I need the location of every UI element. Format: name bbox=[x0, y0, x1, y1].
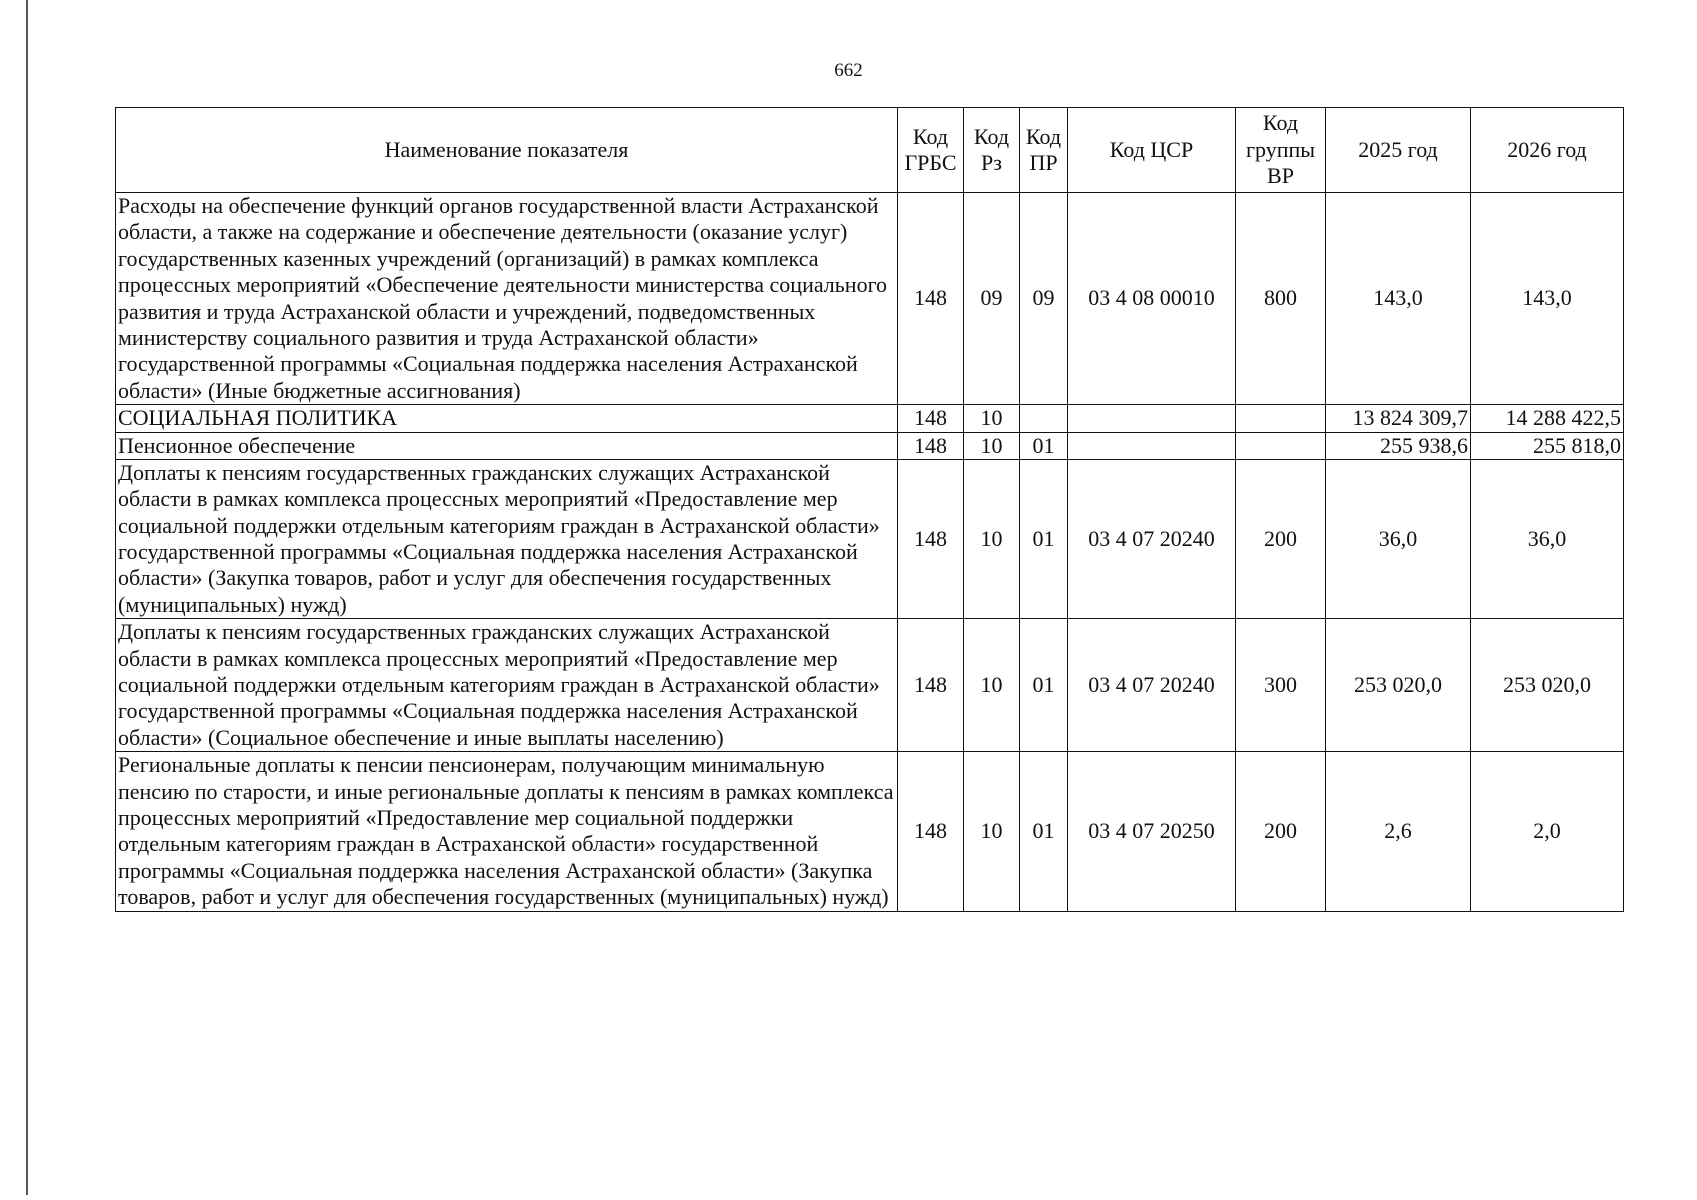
cell-rz: 10 bbox=[964, 405, 1020, 432]
cell-2026: 255 818,0 bbox=[1471, 432, 1624, 459]
cell-name: Доплаты к пенсиям государственных гражданских служащих Астраханской области в рамках комплекса процессных мероприятий «Предоставление мер социальной поддержки отдельным категориям граждан в Астраханской области» государственной программы «Социальная поддержка населения Астраханской области» (Социальное обеспечение и иные выплаты населению) bbox=[116, 619, 898, 752]
cell-pr: 01 bbox=[1020, 432, 1068, 459]
table-row bbox=[116, 193, 1624, 405]
cell-csr: 03 4 07 20240 bbox=[1068, 459, 1236, 618]
cell-name: Региональные доплаты к пенсии пенсионерам, получающим минимальную пенсию по старости, и иные региональные доплаты к пенсиям в рамках комплекса процессных мероприятий «Предоставление мер социальной поддержки отдельным категориям граждан в Астраханской области» государственной программы «Социальная поддержка населения Астраханской области» (Закупка товаров, работ и услуг для обеспечения государственных (муниципальных) нужд) bbox=[116, 752, 898, 911]
cell-2026: 2,0 bbox=[1471, 752, 1624, 911]
cell-csr: 03 4 07 20250 bbox=[1068, 752, 1236, 911]
cell-rz: 10 bbox=[964, 432, 1020, 459]
cell-grbs: 148 bbox=[898, 432, 964, 459]
cell-2025: 13 824 309,7 bbox=[1326, 405, 1471, 432]
col-header-rz: Код Рз bbox=[964, 108, 1020, 193]
cell-2025: 2,6 bbox=[1326, 752, 1471, 911]
page-number: 662 bbox=[834, 60, 863, 81]
cell-2025: 36,0 bbox=[1326, 459, 1471, 618]
cell-vr bbox=[1236, 405, 1326, 432]
cell-pr: 01 bbox=[1020, 619, 1068, 752]
cell-vr: 300 bbox=[1236, 619, 1326, 752]
scan-edge-line bbox=[26, 0, 28, 1195]
table-row bbox=[116, 459, 1624, 618]
cell-grbs: 148 bbox=[898, 405, 964, 432]
cell-2026: 36,0 bbox=[1471, 459, 1624, 618]
cell-grbs: 148 bbox=[898, 752, 964, 911]
cell-grbs: 148 bbox=[898, 459, 964, 618]
cell-vr bbox=[1236, 432, 1326, 459]
cell-2025: 143,0 bbox=[1326, 193, 1471, 405]
col-header-2026: 2026 год bbox=[1471, 108, 1624, 193]
cell-rz: 09 bbox=[964, 193, 1020, 405]
col-header-grbs: Код ГРБС bbox=[898, 108, 964, 193]
cell-rz: 10 bbox=[964, 752, 1020, 911]
cell-name: Расходы на обеспечение функций органов государственной власти Астраханской области, а также на содержание и обеспечение деятельности (оказание услуг) государственных казенных учреждений (организаций) в рамках комплекса процессных мероприятий «Обеспечение деятельности министерства социального развития и труда Астраханской области и учреждений, подведомственных министерству социального развития и труда Астраханской области» государственной программы «Социальная поддержка населения Астраханской области» (Иные бюджетные ассигнования) bbox=[116, 193, 898, 405]
col-header-2025: 2025 год bbox=[1326, 108, 1471, 193]
table-row bbox=[116, 432, 1624, 459]
table-row bbox=[116, 752, 1624, 911]
cell-rz: 10 bbox=[964, 459, 1020, 618]
cell-2026: 14 288 422,5 bbox=[1471, 405, 1624, 432]
header-row bbox=[116, 108, 1624, 193]
col-header-pr: Код ПР bbox=[1020, 108, 1068, 193]
cell-pr: 01 bbox=[1020, 752, 1068, 911]
cell-vr: 200 bbox=[1236, 752, 1326, 911]
budget-table bbox=[115, 107, 1624, 912]
cell-name: Доплаты к пенсиям государственных гражданских служащих Астраханской области в рамках комплекса процессных мероприятий «Предоставление мер социальной поддержки отдельным категориям граждан в Астраханской области» государственной программы «Социальная поддержка населения Астраханской области» (Закупка товаров, работ и услуг для обеспечения государственных (муниципальных) нужд) bbox=[116, 459, 898, 618]
cell-2026: 253 020,0 bbox=[1471, 619, 1624, 752]
table-row bbox=[116, 619, 1624, 752]
cell-csr: 03 4 07 20240 bbox=[1068, 619, 1236, 752]
cell-vr: 800 bbox=[1236, 193, 1326, 405]
cell-2025: 253 020,0 bbox=[1326, 619, 1471, 752]
cell-2026: 143,0 bbox=[1471, 193, 1624, 405]
col-header-vr: Код группы ВР bbox=[1236, 108, 1326, 193]
cell-grbs: 148 bbox=[898, 193, 964, 405]
col-header-name: Наименование показателя bbox=[116, 108, 898, 193]
cell-csr: 03 4 08 00010 bbox=[1068, 193, 1236, 405]
cell-name: Пенсионное обеспечение bbox=[116, 432, 898, 459]
cell-2025: 255 938,6 bbox=[1326, 432, 1471, 459]
col-header-csr: Код ЦСР bbox=[1068, 108, 1236, 193]
cell-pr: 09 bbox=[1020, 193, 1068, 405]
cell-rz: 10 bbox=[964, 619, 1020, 752]
cell-pr: 01 bbox=[1020, 459, 1068, 618]
table-row bbox=[116, 405, 1624, 432]
cell-vr: 200 bbox=[1236, 459, 1326, 618]
cell-name: СОЦИАЛЬНАЯ ПОЛИТИКА bbox=[116, 405, 898, 432]
cell-grbs: 148 bbox=[898, 619, 964, 752]
cell-csr bbox=[1068, 432, 1236, 459]
cell-pr bbox=[1020, 405, 1068, 432]
cell-csr bbox=[1068, 405, 1236, 432]
